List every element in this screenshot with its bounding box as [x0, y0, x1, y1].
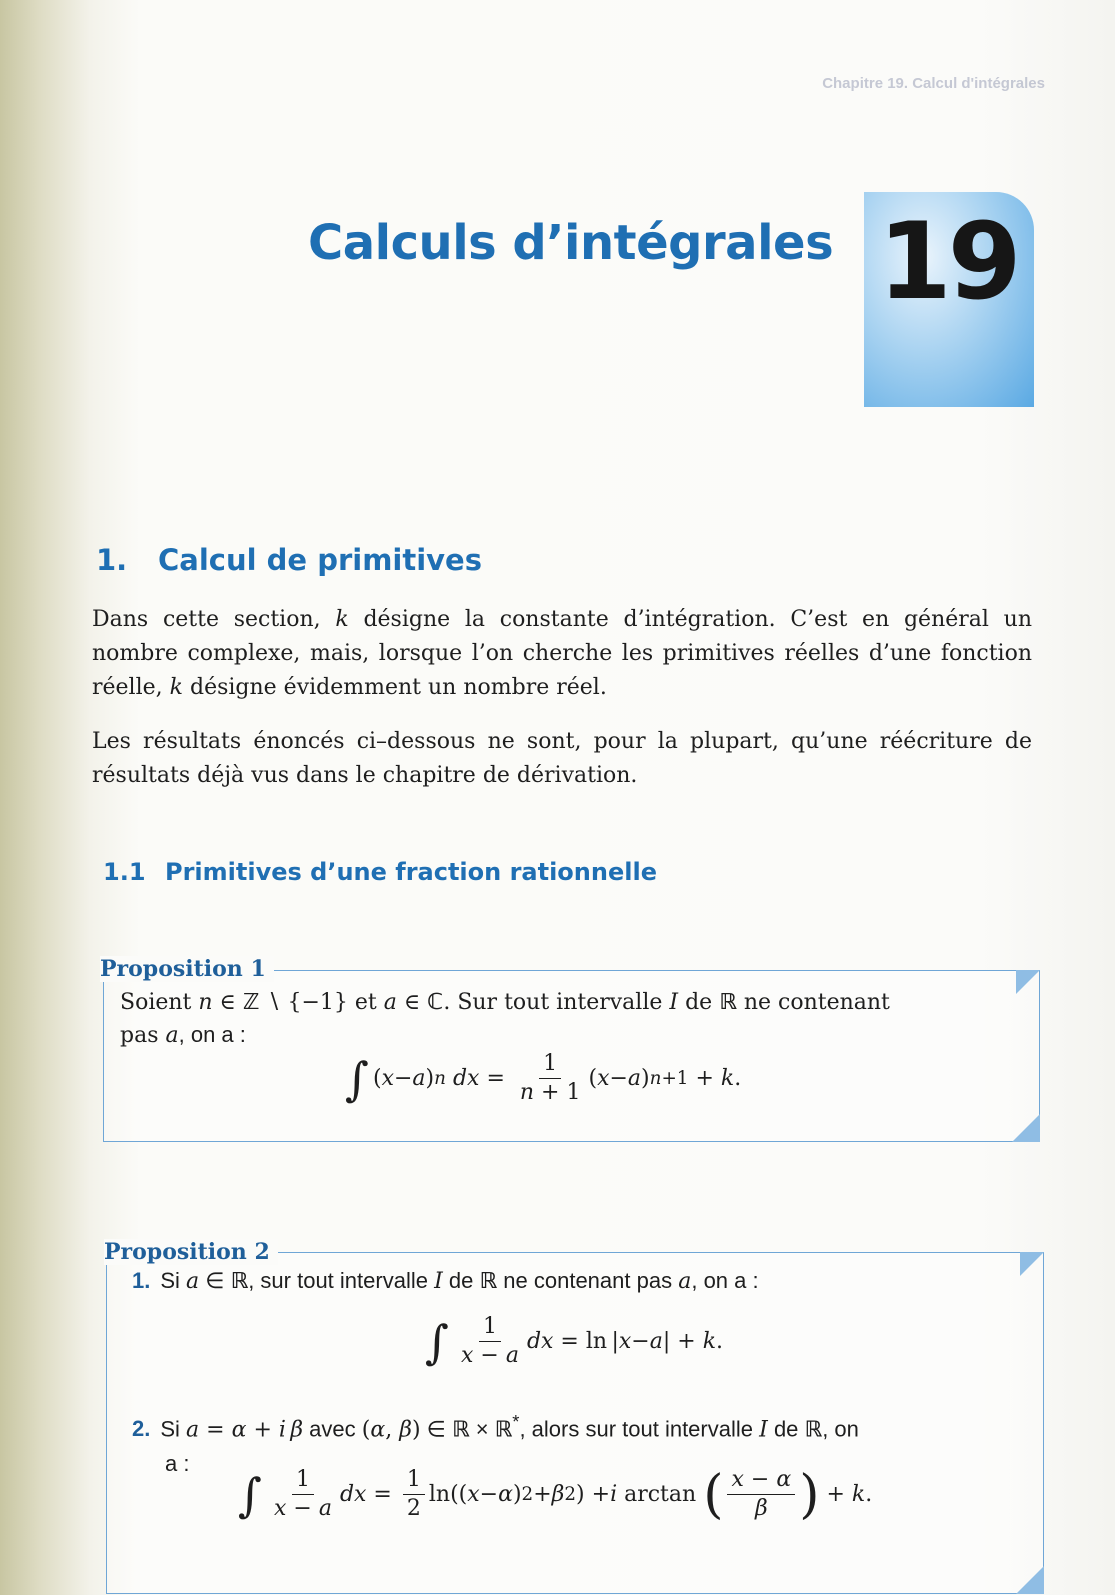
- chapter-number: 19: [878, 200, 1018, 323]
- intro-paragraph: Dans cette section, k désigne la constante d’intégration. C’est en général un nombre complexe, mais, lorsque l’on cherche les primitives réelles d’une fonction réelle, k désigne évidemment un nombre réel.: [92, 607, 1032, 700]
- proposition-1-title: Proposition 1: [100, 956, 274, 982]
- section-title: Calcul de primitives: [158, 543, 482, 577]
- box-corner: [1016, 970, 1040, 994]
- proposition-2-item-1: 1. Si a ∈ ℝ, sur tout intervalle I de ℝ ne contenant pas a, on a :: [132, 1268, 759, 1294]
- subsection-heading: [103, 858, 657, 886]
- section-heading: [96, 543, 482, 577]
- proposition-1-formula: ∫ ( x − a ) n dx = $\frac{1}{n + 1}$ ( x − a ) n+1 + k .: [345, 1051, 742, 1106]
- section-number: 1.: [96, 543, 128, 577]
- proposition-2-title: Proposition 2: [104, 1239, 278, 1265]
- results-paragraph: Les résultats énoncés ci–dessous ne sont, pour la plupart, qu’une réécriture de résultats déjà vus dans le chapitre de dérivation.: [92, 729, 1032, 788]
- proposition-2-formula-2: ∫ $\frac{1}{x - a}$ dx = $\frac{1}{2}$ ln(( x − α ) 2 + β 2 ) + i arctan ( $\frac{x - \alpha}{\beta}$ ) + k .: [238, 1464, 873, 1525]
- chapter-title: Calculs d’intégrales: [308, 215, 834, 271]
- proposition-1-statement: Soient n ∈ ℤ ∖ {−1} et a ∈ ℂ. Sur tout intervalle I de ℝ ne contenant pas a, on a :: [120, 990, 890, 1048]
- proposition-2-formula-1: ∫ $\frac{1}{x - a}$ dx = ln | x − a | + k .: [425, 1314, 724, 1369]
- proposition-2-item-2: 2. Si a = α + i β avec (α, β) ∈ ℝ × ℝ*, alors sur tout intervalle I de ℝ, on a :: [132, 1411, 859, 1477]
- subsection-title: Primitives d’une fraction rationnelle: [165, 858, 657, 886]
- subsection-number: 1.1: [103, 858, 146, 886]
- bleed-through-header: Chapitre 19. Calcul d'intégrales: [822, 75, 1045, 92]
